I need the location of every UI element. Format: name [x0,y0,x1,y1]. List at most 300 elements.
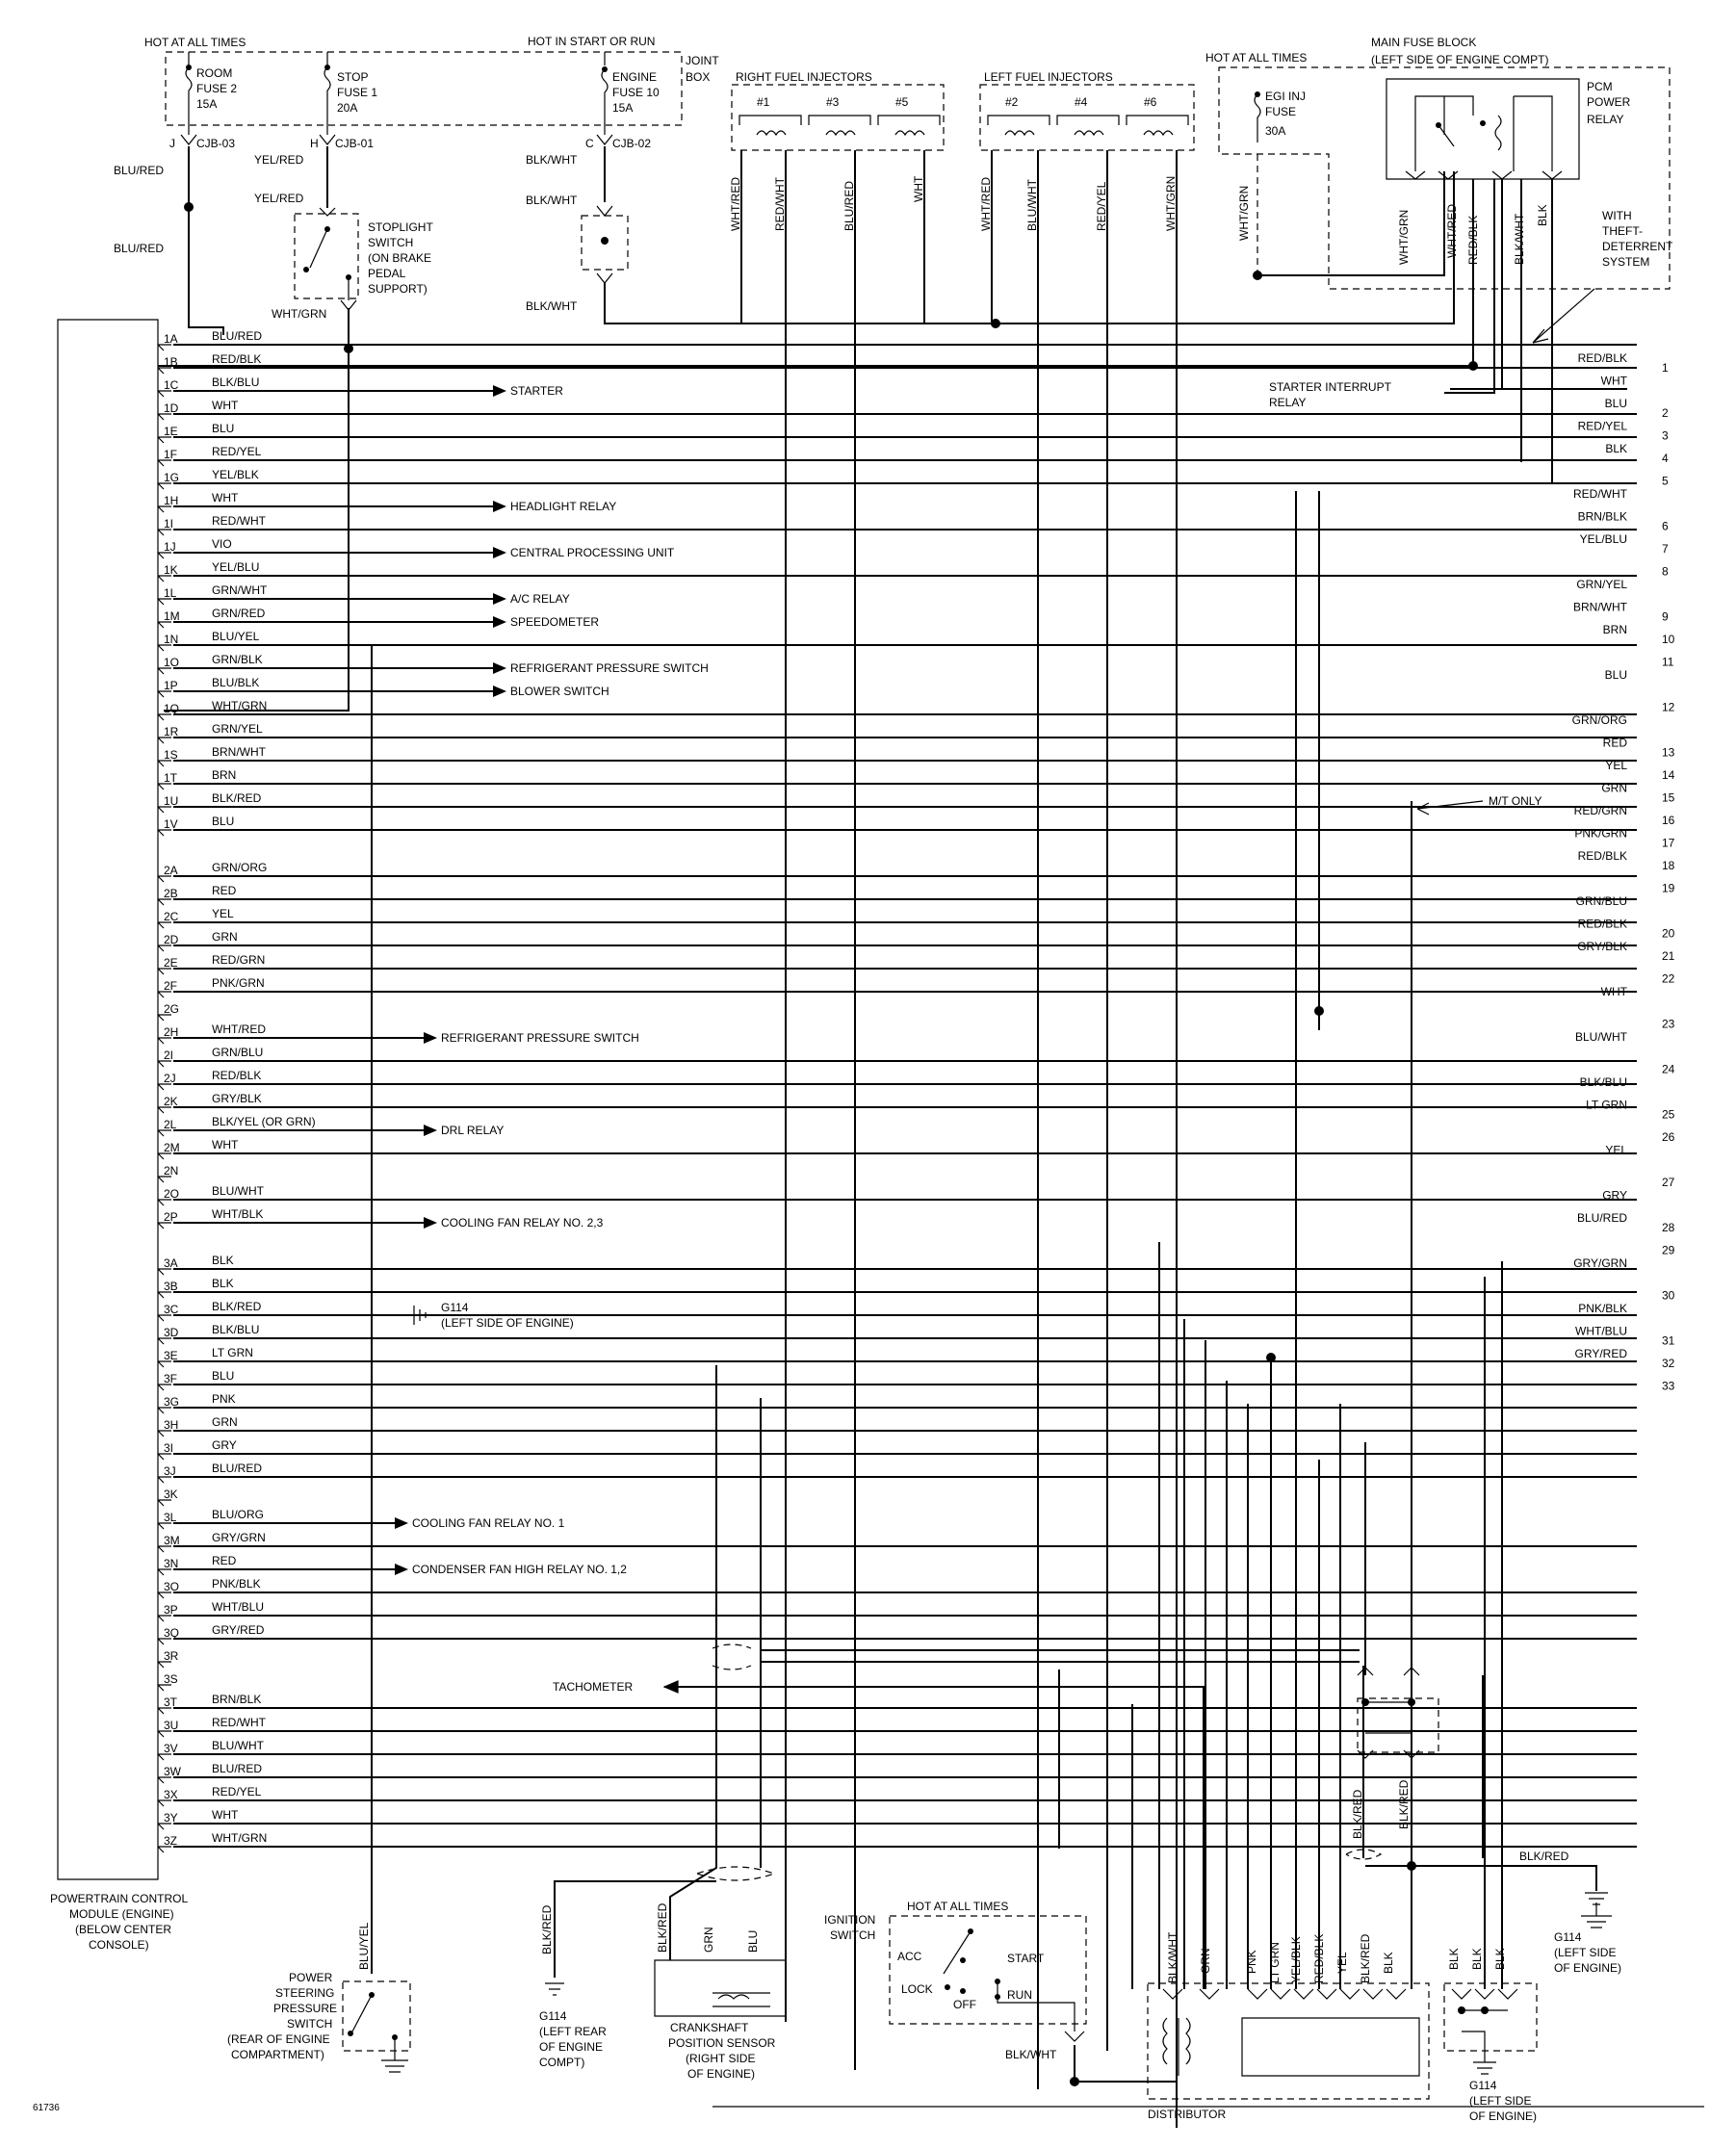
pin-row-3u [158,1716,1637,1737]
pin-label: 2A [164,864,178,877]
pin-row-2a [158,861,1637,882]
svg-text:COMPT): COMPT) [539,2056,585,2069]
svg-text:BLK: BLK [1447,1948,1461,1970]
svg-text:RED/WHT: RED/WHT [773,177,787,231]
pin-row-3r [158,1649,179,1668]
wire-color-label: BRN/BLK [212,1693,262,1706]
wire-color-label: GRN/BLK [212,653,263,666]
right-output-row [1601,985,1628,998]
svg-text:CRANKSHAFT: CRANKSHAFT [670,2021,749,2034]
right-wire-label: RED/BLK [1577,849,1627,863]
pin-row-3o [158,1577,1637,1598]
right-wire-label: YEL [1605,1143,1627,1157]
svg-text:CJB-03: CJB-03 [196,137,236,150]
wire-color-label: WHT/RED [212,1022,266,1036]
wire-color-label: PNK/BLK [212,1577,261,1591]
svg-text:STOP: STOP [337,70,369,84]
right-output-row [1572,713,1627,727]
svg-text:(REAR OF ENGINE: (REAR OF ENGINE [227,2032,330,2046]
pin-label: 3T [164,1695,178,1709]
right-wire-label: PNK/BLK [1578,1302,1627,1315]
pin-row-3b [158,1277,1637,1298]
right-output-row [1577,940,1674,963]
svg-text:BLK/WHT: BLK/WHT [1513,213,1526,265]
svg-text:GRN: GRN [1199,1948,1212,1974]
output-number: 5 [1662,474,1669,488]
right-wire-label: BLK/BLU [1579,1075,1627,1089]
pin-row-2p [158,1207,604,1229]
pin-label: 2P [164,1210,178,1224]
wire-color-label: RED/WHT [212,514,266,528]
right-output-row [1580,1075,1627,1089]
right-output-row [1573,1256,1627,1270]
svg-text:H: H [310,137,319,150]
right-output-row [1578,351,1669,375]
pin-label: 3S [164,1672,178,1686]
right-output-row [1574,827,1674,850]
svg-text:POWERTRAIN CONTROL: POWERTRAIN CONTROL [50,1892,189,1905]
output-number: 7 [1662,542,1669,556]
wire-color-label: BRN/WHT [212,745,266,759]
pin-row-2i [158,1046,1637,1067]
svg-text:(ON BRAKE: (ON BRAKE [368,251,432,265]
arrow-icon [493,501,506,512]
pin-label: 1V [164,817,178,831]
svg-text:DETERRENT: DETERRENT [1602,240,1673,253]
right-output-row [1578,918,1675,941]
svg-text:G114: G114 [1469,2079,1497,2092]
wire-color-label: BLU/WHT [212,1184,264,1198]
right-wire-label: BRN/BLK [1577,509,1627,524]
pin-row-1f [158,445,1637,466]
pin-label: 3W [164,1765,181,1778]
pin-label: 3Z [164,1834,178,1848]
output-number: 12 [1662,700,1675,714]
svg-text:WHT/GRN: WHT/GRN [1237,185,1251,241]
pin-label: 1S [164,748,178,762]
right-wire-label: WHT/BLU [1575,1324,1627,1338]
pin-row-3z [158,1831,1637,1852]
svg-text:(LEFT SIDE: (LEFT SIDE [1554,1946,1617,1959]
pin-row-2e [158,953,1637,974]
wire-color-label: VIO [212,537,232,551]
pin-label: 3A [164,1256,178,1270]
pin-label: 3K [164,1488,178,1501]
pin-row-3f [158,1369,1637,1390]
svg-text:BLK/RED: BLK/RED [656,1902,669,1953]
pin-label: 2C [164,910,179,923]
distributor [1148,1931,1429,2121]
pin-label: 3H [164,1418,179,1432]
output-number: 15 [1662,790,1675,805]
right-wire-label: WHT [1600,985,1627,998]
wire-color-label: WHT [212,1138,239,1152]
svg-text:BLU/WHT: BLU/WHT [1025,179,1039,231]
arrow-icon [395,1517,408,1529]
svg-text:ROOM: ROOM [196,66,233,80]
svg-text:FUSE 1: FUSE 1 [337,86,378,99]
right-output-row [1576,894,1627,908]
pin-row-2n [158,1164,178,1182]
output-number: 28 [1662,1221,1675,1234]
pin-row-2c [158,907,1637,928]
right-harness [1572,351,1675,1393]
pin-label: 3L [164,1511,177,1524]
right-output-row [1662,565,1669,579]
pin-label: 1U [164,794,179,808]
pin-row-1a [158,329,1637,350]
wire-color-label: BLU/RED [212,1762,263,1775]
right-output-row [1575,1347,1675,1370]
right-wire-label: RED/GRN [1573,804,1627,817]
pin-row-1c [158,375,563,398]
wire-color-label: BLK/RED [212,1300,262,1313]
output-number: 26 [1662,1130,1675,1144]
svg-text:30A: 30A [1265,124,1286,138]
wire-color-label: BLK [212,1254,234,1267]
svg-text:WHT: WHT [912,175,925,202]
pin-row-3v [158,1739,1637,1760]
output-number: 20 [1662,926,1675,941]
right-wire-label: WHT [1600,374,1627,388]
pin-label: 3D [164,1326,179,1339]
right-output-row [1662,1244,1675,1257]
pin-row-3s [158,1672,178,1691]
pin-label: 3C [164,1303,179,1316]
pin-label: 2K [164,1095,178,1108]
arrow-icon [424,1217,437,1229]
svg-text:(RIGHT SIDE: (RIGHT SIDE [686,2052,756,2065]
power-steering-pressure-switch [227,1877,410,2072]
wire-color-label: BLU/WHT [212,1739,264,1752]
output-number: 14 [1662,768,1675,782]
output-number: 17 [1662,836,1675,850]
pin-label: 3M [164,1534,180,1547]
destination-label: COOLING FAN RELAY NO. 2,3 [441,1216,604,1229]
right-wire-label: YEL [1605,759,1627,772]
pin-row-2f [158,976,1637,997]
pin-row-3c [158,1300,1637,1321]
g114-far [1554,1902,1621,1975]
right-output-row [1601,375,1628,388]
pin-row-3i [158,1438,1637,1460]
svg-text:OFF: OFF [953,1998,976,2011]
svg-text:CJB-02: CJB-02 [612,137,652,150]
pin-row-1m [158,607,599,629]
right-output-row [1662,1063,1675,1076]
wire-color-label: WHT/BLK [212,1207,264,1221]
wire-color-label: GRN [212,930,238,944]
pin-row-2d [158,930,1637,951]
pin-label: 3I [164,1441,174,1455]
svg-text:#4: #4 [1075,95,1088,109]
wire-label-yel-red-1: YEL/RED [254,153,304,167]
pin-row-1g [158,468,1637,489]
wire-color-label: BLU/RED [212,1462,263,1475]
svg-text:WHT/RED: WHT/RED [729,177,742,231]
crankshaft-position-sensor [655,1365,786,2081]
svg-text:LT GRN: LT GRN [1268,1942,1282,1983]
right-output-row [1578,849,1675,872]
engine-fuse [585,66,660,150]
svg-text:POWER: POWER [289,1971,333,1984]
svg-text:BLK: BLK [1493,1948,1507,1970]
svg-text:OF ENGINE): OF ENGINE) [687,2067,756,2081]
destination-label: REFRIGERANT PRESSURE SWITCH [441,1031,639,1045]
wire-color-label: GRN/RED [212,607,266,620]
wire-label-blu-red-1: BLU/RED [114,164,165,177]
right-output-row [1601,782,1674,805]
pin-label: 2D [164,933,179,946]
destination-label: BLOWER SWITCH [510,685,609,698]
pcm-pin-rows [158,329,1637,1852]
pin-row-1i [158,514,1637,535]
wire-color-label: GRY/GRN [212,1531,266,1544]
arrow-icon [493,686,506,697]
pin-label: 2H [164,1025,179,1039]
arrow-icon [493,385,506,397]
destination-label: CONDENSER FAN HIGH RELAY NO. 1,2 [412,1563,627,1576]
wire-color-label: BLU/ORG [212,1508,265,1521]
svg-text:POWER: POWER [1587,95,1631,109]
output-number: 33 [1662,1379,1675,1393]
pin-row-3p [158,1600,1637,1621]
svg-text:MAIN FUSE BLOCK: MAIN FUSE BLOCK [1371,36,1477,49]
right-wire-label: BLK [1605,442,1627,455]
svg-text:#2: #2 [1005,95,1019,109]
pin-row-2k [158,1092,1637,1113]
right-wire-label: BRN/WHT [1573,600,1627,614]
right-output-row [1577,1211,1675,1234]
right-output-row [1662,701,1675,714]
pin-label: 1P [164,679,178,692]
right-wire-label: PNK/GRN [1574,826,1627,841]
wire-color-label: GRN/WHT [212,583,268,597]
pin-row-1d [158,399,1637,420]
right-output-row [1662,656,1674,669]
wire-color-label: BLK/YEL (OR GRN) [212,1115,316,1128]
wire-label-blk-wht-2: BLK/WHT [526,194,578,207]
svg-text:SWITCH: SWITCH [287,2017,333,2031]
arrow-icon [493,547,506,558]
blk-red-right-label: BLK/RED [1519,1850,1569,1863]
pin-label: 3F [164,1372,178,1385]
wire-color-label: RED/BLK [212,1069,262,1082]
wire-label-yel-red-2: YEL/RED [254,192,304,205]
svg-text:BLK/RED: BLK/RED [1359,1933,1372,1983]
svg-text:C: C [585,137,594,150]
wire-color-label: BLU [212,815,235,828]
right-output-row [1575,1030,1628,1044]
pin-label: 1D [164,401,179,415]
right-output-row [1573,487,1628,501]
main-fuse-block [1205,36,1673,289]
svg-text:(BELOW CENTER: (BELOW CENTER [75,1923,172,1936]
svg-text:SWITCH: SWITCH [830,1928,876,1942]
mt-only-label: M/T ONLY [1489,794,1542,808]
destination-label: DRL RELAY [441,1124,505,1137]
output-number: 21 [1662,949,1675,963]
svg-text:15A: 15A [196,97,218,111]
right-output-row [1662,1130,1675,1144]
svg-text:15A: 15A [612,101,634,115]
right-output-row [1662,882,1675,895]
svg-text:WHT/GRN: WHT/GRN [1397,209,1411,265]
svg-text:WHT/RED: WHT/RED [1445,204,1459,258]
pin-label: 3U [164,1719,179,1732]
svg-text:PEDAL: PEDAL [368,267,406,280]
wire-color-label: PNK/GRN [212,976,265,990]
svg-text:G114: G114 [1554,1930,1582,1944]
pin-label: 1I [164,517,174,531]
pin-row-2m [158,1138,1637,1159]
pin-row-3e [158,1346,1637,1367]
output-number: 2 [1662,406,1669,420]
pin-label: 2F [164,979,178,993]
svg-text:START: START [1007,1952,1045,1965]
vertical-trunks [372,491,1608,1989]
right-fuel-injectors [732,70,944,150]
wire-color-label: WHT/GRN [212,1831,268,1845]
pin-label: 2O [164,1187,180,1201]
pin-label: 3J [164,1464,176,1478]
right-output-row [1662,1018,1675,1031]
pin-row-1s [158,745,1637,766]
output-number: 32 [1662,1357,1675,1370]
output-number: 31 [1662,1333,1675,1348]
right-output-row [1662,475,1669,488]
right-output-row [1605,442,1669,465]
right-wire-label: GRY/RED [1574,1347,1627,1360]
pin-row-1b [158,352,1637,374]
output-number: 1 [1662,361,1669,375]
pin-row-1o [158,653,709,675]
svg-text:IGNITION: IGNITION [824,1913,876,1927]
pin-label: 3B [164,1280,178,1293]
wire-color-label: RED/WHT [212,1716,266,1729]
svg-text:BLU/RED: BLU/RED [842,180,856,231]
wire-color-label: RED/GRN [212,953,266,967]
right-output-row [1580,532,1669,556]
pin-label: 2N [164,1164,179,1178]
joint-box-label-2: BOX [686,70,711,84]
svg-text:#1: #1 [757,95,770,109]
svg-text:BLK: BLK [1536,204,1549,226]
output-number: 19 [1662,881,1675,895]
svg-text:PCM: PCM [1587,80,1613,93]
wire-color-label: GRN/ORG [212,861,268,874]
pin-label: 3R [164,1649,179,1663]
pin-label: 2E [164,956,178,970]
wire-color-label: GRN/BLU [212,1046,264,1059]
wire-color-label: BLK/BLU [212,375,260,389]
wire-color-label: GRN/YEL [212,722,263,736]
wire-color-label: RED/YEL [212,445,262,458]
svg-text:OF ENGINE: OF ENGINE [539,2040,604,2054]
right-wire-label: GRN [1601,781,1627,795]
destination-label: COOLING FAN RELAY NO. 1 [412,1516,565,1530]
output-number: 4 [1662,452,1669,465]
inline-connector [1346,1668,1438,1859]
output-number: 11 [1662,655,1674,669]
svg-text:#6: #6 [1144,95,1157,109]
pin-label: 2M [164,1141,180,1154]
svg-text:CONSOLE): CONSOLE) [89,1938,149,1952]
wire-color-label: BLU/BLK [212,676,260,689]
pin-row-2j [158,1069,1637,1090]
right-output-row [1578,420,1669,443]
stop-fuse [310,65,377,150]
svg-text:(LEFT SIDE OF ENGINE COMPT): (LEFT SIDE OF ENGINE COMPT) [1371,53,1549,66]
right-output-row [1662,1380,1675,1393]
joint-box [144,35,719,150]
svg-text:RIGHT FUEL INJECTORS: RIGHT FUEL INJECTORS [736,70,872,84]
svg-text:LOCK: LOCK [901,1982,933,1996]
right-wire-label: BLU [1604,397,1627,410]
pin-label: 1K [164,563,178,577]
pin-label: 2B [164,887,178,900]
output-number: 13 [1662,745,1675,760]
pin-label: 3X [164,1788,178,1801]
wire-label-wht-grn: WHT/GRN [272,307,327,321]
pin-row-3k [158,1488,178,1506]
output-number: 9 [1662,609,1669,624]
right-wire-label: YEL/BLU [1579,532,1627,546]
wire-color-label: BLK/BLU [212,1323,260,1336]
pin-label: 1B [164,355,178,369]
svg-text:PRESSURE: PRESSURE [273,2002,338,2015]
right-output-row [1586,1099,1675,1122]
destination-label: CENTRAL PROCESSING UNIT [510,546,675,559]
svg-text:BLK/WHT: BLK/WHT [1005,2048,1057,2061]
right-output-row [1605,397,1669,420]
svg-text:BLK: BLK [1382,1952,1395,1974]
svg-text:GRN: GRN [702,1927,715,1953]
joint-connector [582,206,628,283]
pin-row-3m [158,1531,1637,1552]
destination-label: STARTER [510,384,563,398]
wire-label-blk-wht-1: BLK/WHT [526,153,578,167]
right-output-row [1574,804,1675,827]
right-wire-label: BLU/WHT [1575,1030,1627,1044]
wire-color-label: GRY/RED [212,1623,265,1637]
wire-color-label: BLU/YEL [212,630,260,643]
svg-text:OF ENGINE): OF ENGINE) [1554,1961,1622,1975]
pin-label: 1O [164,656,180,669]
arrow-icon [424,1125,437,1136]
splice-dot [184,202,194,212]
pin-row-3w [158,1762,1637,1783]
output-number: 16 [1662,814,1675,827]
svg-text:#5: #5 [895,95,909,109]
svg-text:SUPPORT): SUPPORT) [368,282,428,296]
svg-text:OF ENGINE): OF ENGINE) [1469,2109,1538,2123]
pin-label: 1E [164,425,178,438]
pin-row-3g [158,1392,1637,1413]
pin-label: 3V [164,1742,178,1755]
right-wire-label: GRY [1602,1188,1627,1203]
pin-label: 1G [164,471,180,484]
stoplight-switch [295,208,433,310]
pin-label: 1T [164,771,178,785]
pin-row-1t [158,768,1637,789]
hot-at-all-times-label: HOT AT ALL TIMES [144,36,246,49]
arrow-icon [493,593,506,605]
svg-text:BLK/WHT: BLK/WHT [1166,1931,1179,1983]
wire-color-label: WHT [212,491,239,505]
pin-row-3q [158,1623,1637,1644]
pin-row-1u [158,791,1637,813]
